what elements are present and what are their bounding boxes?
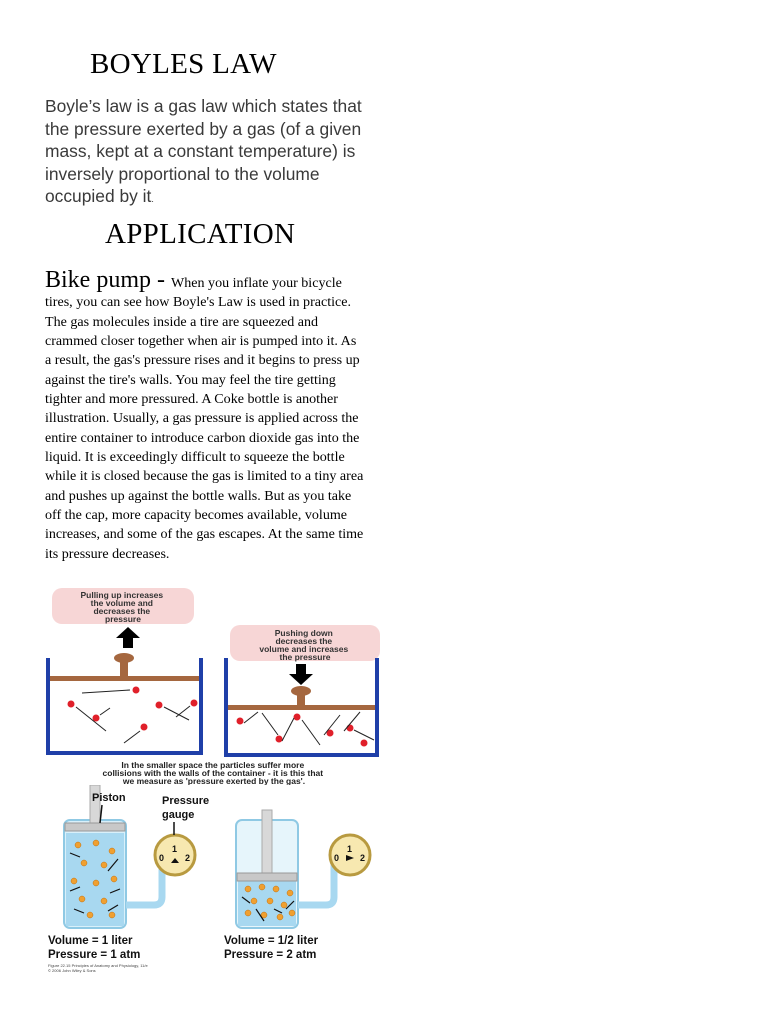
- figure1-caption-line: we measure as 'pressure exerted by the gas'.: [122, 776, 306, 785]
- right-label-line: decreases the: [275, 636, 333, 646]
- right-label-line: Pushing down: [274, 628, 333, 638]
- svg-text:Volume = 1 liter Pressure: [48, 935, 321, 961]
- pressure-gauge-diagram: [44, 785, 380, 975]
- right-gauge-mark: 0: [334, 853, 340, 863]
- pressure-gauge-label: gauge: [162, 809, 195, 821]
- right-caption-volume: Volume = 1/2 liter: [224, 935, 319, 947]
- right-piston-head: [237, 873, 297, 881]
- left-pipe: [126, 863, 162, 905]
- right-piston-rod: [262, 810, 272, 876]
- right-gauge-mark: 1: [347, 844, 353, 854]
- pressure-gauge-label: Pressure: [162, 795, 210, 807]
- intro-end: .: [151, 194, 154, 205]
- right-caption-pressure: Pressure = 2 atm: [224, 949, 317, 961]
- right-label-line: the pressure: [279, 652, 331, 662]
- left-caption-pressure: Pressure = 1 atm: [48, 949, 141, 961]
- left-gauge-mark: 2: [185, 853, 191, 863]
- right-piston-plate: [228, 705, 375, 710]
- right-pipe: [298, 863, 334, 905]
- figure1-caption-line: In the smaller space the particles suffer more: [121, 760, 305, 770]
- figure-credit: © 2006 John Wiley & Sons: [48, 968, 96, 973]
- right-particles: [237, 714, 368, 747]
- figure1-caption-line: collisions with the walls of the container - it is this that: [102, 768, 324, 778]
- left-label-line: pressure: [105, 614, 141, 624]
- bike-pump-lead: Bike pump -: [45, 267, 171, 293]
- left-caption-volume: Volume = 1 liter: [48, 935, 133, 947]
- left-piston-head: [65, 823, 125, 831]
- bike-pump-paragraph: [45, 268, 365, 564]
- figure-credit: Figure 22.15 Principles of Anatomy and Physiology, 11/e: [48, 963, 148, 968]
- svg-text:Figure 22.15 Principles of Ana: [48, 963, 149, 973]
- bike-pump-text: When you inflate your bicycle tires, you can see how Boyle's Law is used in practice. The gas molecules inside a tire are squeezed and crammed closer together when air is pumped into it. As a result, the gas's pressure rises and it begins to press up against the tire's walls. You may feel the tire getting tighter and more pressured. A Coke bottle is another illustration. Usually, a gas pressure is applied across the entire container to introduce carbon dioxide gas into the liquid. It is exceedingly difficult to squeeze the bottle while it is closed because the gas is limited to a tiny area and pushes up against the bottle walls. But as you take off the cap, more capacity becomes available, volume increases, and some of the gas escapes. At the same time its pressure decreases.: [45, 275, 364, 562]
- left-label-line: Pulling up increases: [80, 590, 164, 600]
- piston-diagram: [44, 585, 384, 785]
- piston-label: Piston: [92, 792, 126, 804]
- svg-text:Pressure gauge: [162, 795, 212, 821]
- right-arrows: [244, 712, 374, 745]
- left-piston-plate: [50, 676, 199, 681]
- page-title: BOYLES LAW: [90, 48, 277, 80]
- left-gauge-mark: 0: [159, 853, 165, 863]
- application-heading: APPLICATION: [105, 218, 296, 250]
- left-label-line: decreases the: [93, 606, 151, 616]
- svg-text:In the smaller space the parti: [103, 760, 326, 785]
- left-gauge-mark: 1: [172, 844, 178, 854]
- intro-text: Boyle’s law is a gas law which states that the pressure exerted by a gas (of a given mass, kept at a constant temperature) is inversely proportional to the volume occupied by it: [45, 96, 362, 207]
- arrow-down-icon: [289, 664, 313, 685]
- left-label-line: the volume and: [90, 598, 153, 608]
- left-piston-knob: [114, 653, 134, 663]
- intro-paragraph: [45, 95, 365, 211]
- right-gauge-mark: 2: [360, 853, 366, 863]
- arrow-up-icon: [116, 627, 140, 648]
- right-label-line: volume and increases: [259, 644, 349, 654]
- right-piston-knob: [291, 686, 311, 696]
